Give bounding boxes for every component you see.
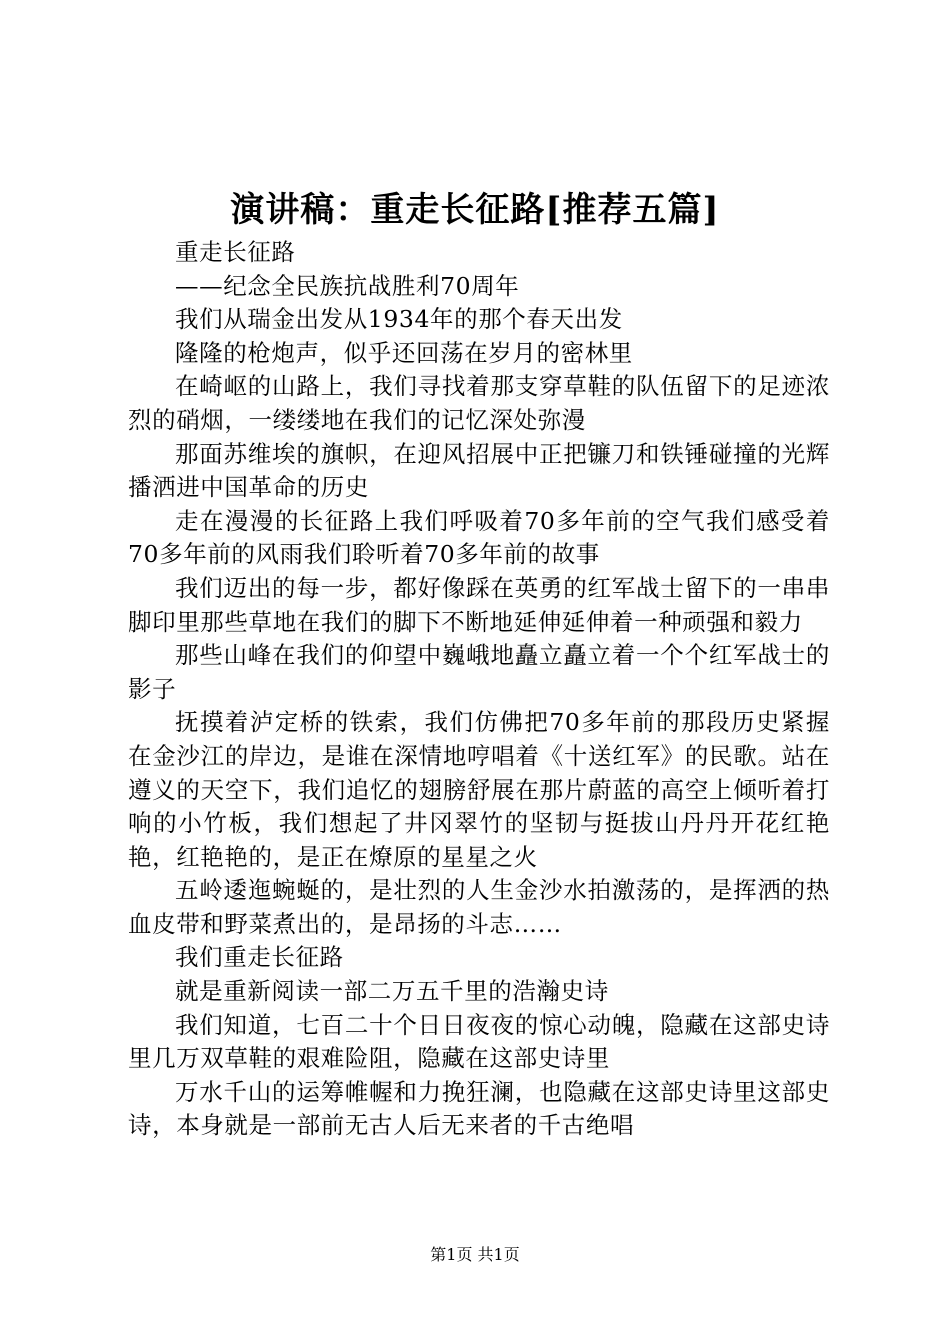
paragraph: 就是重新阅读一部二万五千里的浩瀚史诗 <box>175 977 609 1006</box>
paragraph: 我们重走长征路 <box>175 943 344 972</box>
paragraph: 重走长征路 <box>175 238 296 266</box>
paragraph: 我们知道，七百二十个日日夜夜的惊心动魄，隐藏在这部史诗里几万双草鞋的艰难险阻，隐藏在这部史诗里 <box>128 1010 830 1073</box>
paragraph: 五岭逶迤蜿蜒的，是壮烈的人生金沙水拍激荡的，是挥洒的热血皮带和野菜煮出的，是昂扬的斗志…… <box>128 876 830 938</box>
paragraph: 隆隆的枪炮声，似乎还回荡在岁月的密林里 <box>175 338 633 367</box>
paragraph: 那些山峰在我们的仰望中巍峨地矗立矗立着一个个红军战士的影子 <box>128 641 830 703</box>
paragraph: 我们迈出的每一步，都好像踩在英勇的红军战士留下的一串串脚印里那些草地在我们的脚下不断地延伸延伸着一种顽强和毅力 <box>128 573 830 636</box>
document-title: 演讲稿：重走长征路[推荐五篇] <box>230 190 720 230</box>
paragraph: 那面苏维埃的旗帜，在迎风招展中正把镰刀和铁锤碰撞的光辉播洒进中国革命的历史 <box>128 439 830 502</box>
document-body <box>128 236 830 1143</box>
paragraph: 走在漫漫的长征路上我们呼吸着70多年前的空气我们感受着70多年前的风雨我们聆听着70多年前的故事 <box>128 506 830 569</box>
paragraph: 万水千山的运筹帷幄和力挽狂澜，也隐藏在这部史诗里这部史诗，本身就是一部前无古人后无来者的千古绝唱 <box>128 1077 830 1140</box>
paragraph: 在崎岖的山路上，我们寻找着那支穿草鞋的队伍留下的足迹浓烈的硝烟，一缕缕地在我们的记忆深处弥漫 <box>128 372 830 434</box>
paragraph: ——纪念全民族抗战胜利70周年 <box>175 271 520 300</box>
paragraph: 我们从瑞金出发从1934年的那个春天出发 <box>175 305 623 334</box>
page-number-footer: 第1页 共1页 <box>430 1245 520 1264</box>
paragraph: 抚摸着泸定桥的铁索，我们仿佛把70多年前的那段历史紧握在金沙江的岸边，是谁在深情地哼唱着《十送红军》的民歌。站在遵义的天空下，我们追忆的翅膀舒展在那片蔚蓝的高空上倾听着打响的小竹板，我们想起了井冈翠竹的坚韧与挺拔山丹丹开花红艳艳，红艳艳的，是正在燎原的星星之火 <box>128 708 830 871</box>
